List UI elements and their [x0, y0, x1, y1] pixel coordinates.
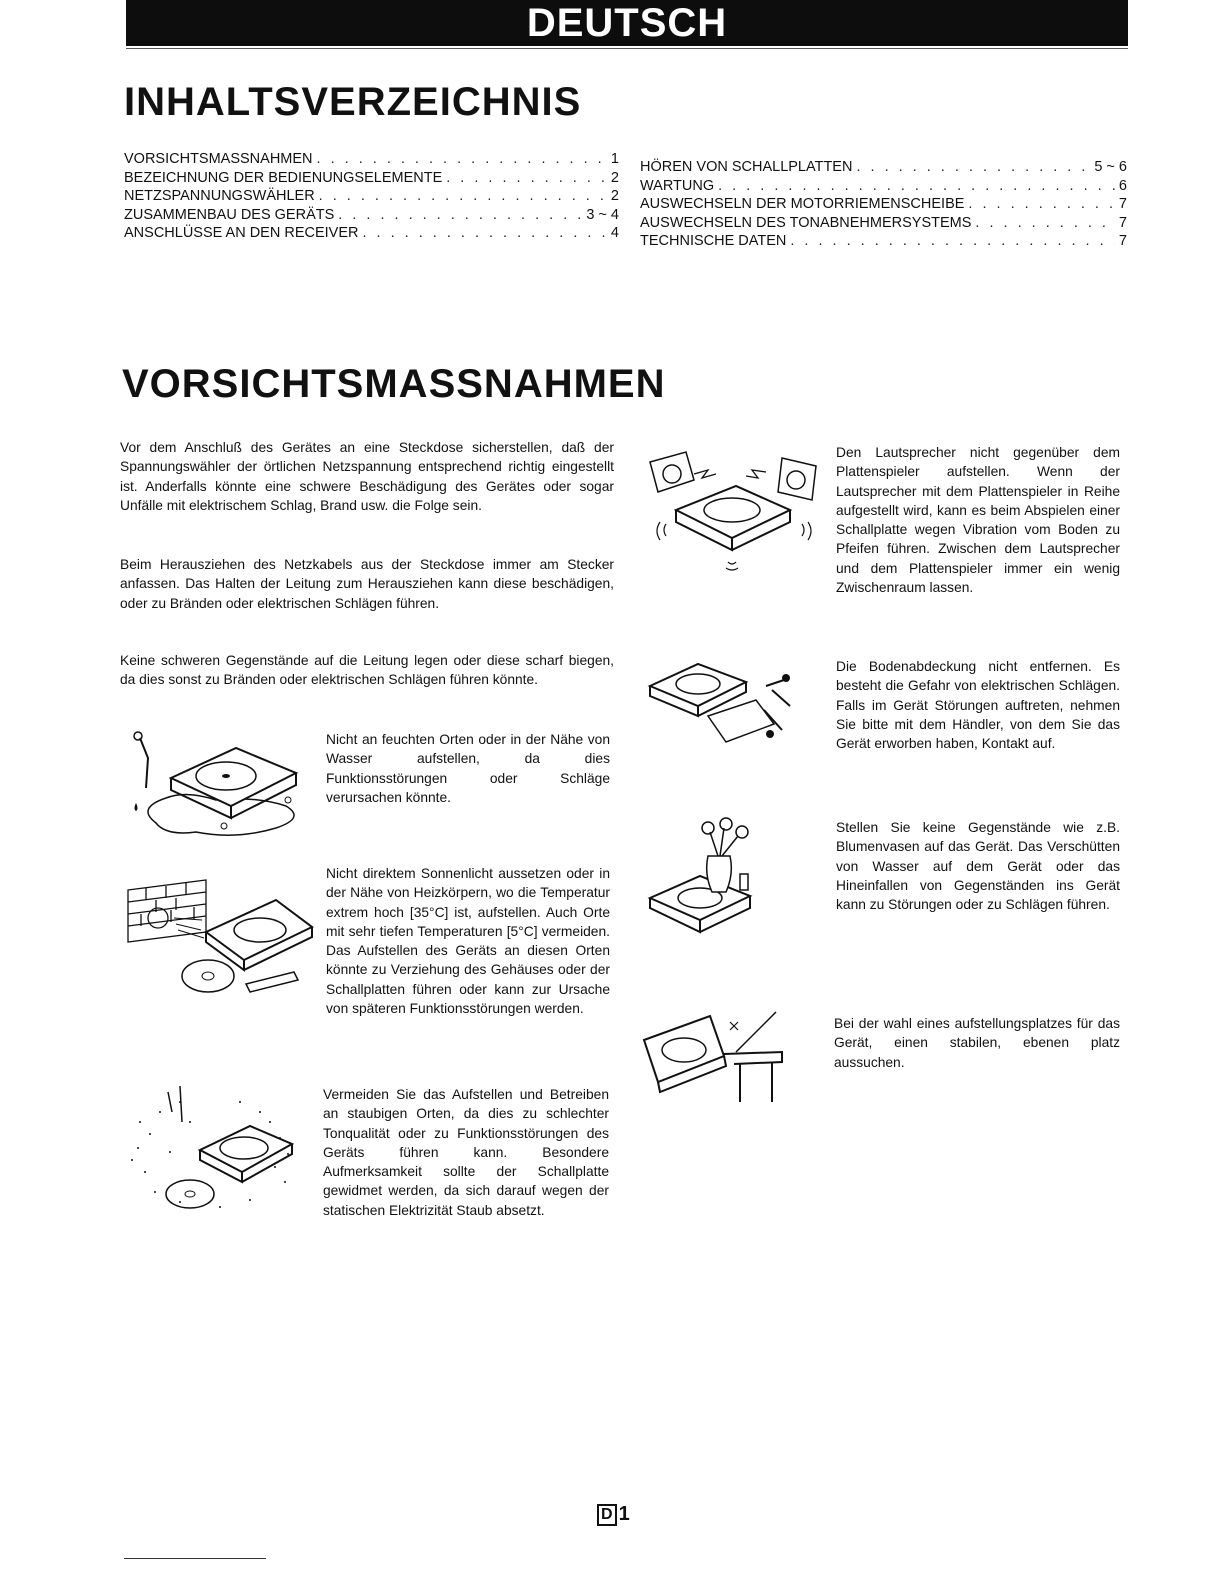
toc-entry-page: 7: [1118, 196, 1127, 212]
toc-entry-label: ZUSAMMENBAU DES GERÄTS: [124, 206, 335, 223]
toc-entry[interactable]: [124, 224, 619, 243]
toc-leader-dots: [718, 177, 1115, 196]
toc-entry-label: AUSWECHSELN DER MOTORRIEMENSCHEIBE: [640, 196, 965, 212]
item-heat: Nicht direktem Sonnenlicht aussetzen oder in der Nähe von Heizkörpern, wo die Temperatur extrem hoch [35°C] ist, aufstellen. Auch Orte mit sehr tiefen Temperaturen [5°C] vermeiden. Das Aufstellen des Geräts an diesen Orten könnte zu Verziehung des Gehäuses oder der Schallplatten führen oder kann zur Ursache von späteren Funktionsstörungen werden.: [326, 866, 610, 1017]
stable-surface-illustration: [640, 1010, 784, 1104]
toc-entry-label: AUSWECHSELN DES TONABNEHMERSYSTEMS: [640, 214, 972, 231]
toc-leader-dots: [338, 206, 582, 225]
header-rule: [126, 48, 1128, 49]
toc-leader-dots: [968, 195, 1115, 214]
toc-right-column: [640, 158, 1127, 251]
header-banner: [126, 0, 1128, 46]
toc-entry[interactable]: [124, 206, 619, 225]
toc-entry-label: ANSCHLÜSSE AN DEN RECEIVER: [124, 225, 359, 241]
intro-paragraph-power: Vor dem Anschluß des Gerätes an eine Steckdose sicherstellen, daß der Spannungswähler der örtlichen Netzspannung entsprechend richtig eingestellt ist. Anderfalls könnte eine schwere Beschädigung des Gerätes oder sogar Unfälle mit elektrischem Schlag, Brand usw. die Folge sein.: [120, 440, 614, 513]
toc-leader-dots: [975, 214, 1115, 233]
item-stable-surface: Bei der wahl eines aufstellungsplatzes für das Gerät, einen stabilen, ebenen platz aussuchen.: [834, 1016, 1120, 1070]
toc-entry-page: 7: [1118, 214, 1127, 231]
toc-title: INHALTSVERZEICHNIS: [124, 80, 582, 124]
speaker-hazard-illustration: [646, 444, 824, 574]
precautions-title: VORSICHTSMASSNAHMEN: [122, 362, 666, 406]
section-letter: D: [597, 1504, 617, 1526]
toc-entry[interactable]: [640, 214, 1127, 233]
intro-paragraph-cord: Keine schweren Gegenstände auf die Leitung legen oder diese scharf biegen, da dies sonst zu Bränden oder elektrischen Schlägen führen könnte.: [120, 653, 614, 688]
item-water: Nicht an feuchten Orten oder in der Nähe von Wasser aufstellen, da dies Funktionsstörungen oder Schläge verursachen könnte.: [326, 732, 610, 805]
toc-entry-page: 1: [610, 151, 619, 167]
water-hazard-illustration: [126, 728, 316, 840]
footer-rule: [124, 1558, 266, 1559]
toc-entry[interactable]: [124, 150, 619, 169]
toc-leader-dots: [362, 224, 606, 243]
toc-entry-label: WARTUNG: [640, 177, 715, 194]
intro-paragraph-plug: Beim Herausziehen des Netzkabels aus der Steckdose immer am Stecker anfassen. Das Halten der Leitung zum Herausziehen kann diese beschädigen, oder zu Bränden oder elektrischen Schlägen führen.: [120, 557, 614, 611]
toc-entry-label: HÖREN VON SCHALLPLATTEN: [640, 159, 853, 175]
toc-entry-label: VORSICHTSMASSNAHMEN: [124, 151, 313, 167]
toc-leader-dots: [856, 158, 1090, 177]
toc-leader-dots: [317, 150, 607, 169]
toc-leader-dots: [319, 187, 607, 206]
toc-leader-dots: [446, 169, 607, 188]
item-dust: Vermeiden Sie das Aufstellen und Betreiben an staubigen Orten, da dies zu schlechter Tonqualität oder zu Funktionsstörungen des Geräts führen kann. Besondere Aufmerksamkeit sollte der Schallplatte gewidmet werden, da sich darauf wegen der statischen Elektrizität Staub absetzt.: [323, 1087, 609, 1218]
toc-entry[interactable]: [124, 169, 619, 188]
page-footer: [597, 1503, 630, 1526]
toc-entry-page: 7: [1118, 233, 1127, 249]
toc-entry-page: 2: [610, 188, 619, 204]
toc-entry-page: 4: [610, 225, 619, 241]
toc-entry-label: TECHNISCHE DATEN: [640, 233, 787, 249]
toc-entry-label: BEZEICHNUNG DER BEDIENUNGSELEMENTE: [124, 169, 443, 186]
language-title: DEUTSCH: [526, 1, 728, 45]
heat-hazard-illustration: [126, 872, 316, 1000]
toc-entry-page: 6: [1118, 177, 1127, 194]
banner-dot-icon: [1146, 26, 1153, 33]
toc-entry-page: 5 ~ 6: [1094, 159, 1127, 175]
toc-entry-page: 3 ~ 4: [586, 206, 619, 223]
toc-entry[interactable]: [640, 195, 1127, 214]
toc-entry[interactable]: [640, 232, 1127, 251]
toc-entry[interactable]: [640, 158, 1127, 177]
toc-leader-dots: [790, 232, 1115, 251]
toc-entry[interactable]: [640, 177, 1127, 196]
bottom-cover-illustration: [646, 650, 806, 746]
dust-hazard-illustration: [120, 1082, 300, 1218]
item-vase: Stellen Sie keine Gegenstände wie z.B. Blumenvasen auf das Gerät. Das Verschütten von Wasser auf dem Gerät oder das Hineinfallen von Gegenständen ins Gerät kann zu Störungen oder zu Schlägen führen.: [836, 820, 1120, 913]
toc-entry-page: 2: [610, 169, 619, 186]
item-speaker: Den Lautsprecher nicht gegenüber dem Plattenspieler aufstellen. Wenn der Lautsprecher mit dem Plattenspieler in Reihe aufgestellt wird, kann es beim Abspielen einer Schallplatte wegen Vibration vom Boden zu Pfeifen führen. Zwischen dem Lautsprecher und dem Plattenspieler immer ein wenig Zwischenraum lassen.: [836, 445, 1120, 596]
toc-left-column: [124, 150, 619, 243]
vase-hazard-illustration: [646, 814, 774, 946]
page-number: 1: [618, 1503, 630, 1525]
toc-entry-label: NETZSPANNUNGSWÄHLER: [124, 188, 315, 204]
toc-entry[interactable]: [124, 187, 619, 206]
item-bottom-cover: Die Bodenabdeckung nicht entfernen. Es besteht die Gefahr von elektrischen Schlägen. Falls im Gerät Störungen auftreten, nehmen Sie bitte mit dem Händler, von dem Sie das Gerät erworben haben, Kontakt auf.: [836, 659, 1120, 752]
